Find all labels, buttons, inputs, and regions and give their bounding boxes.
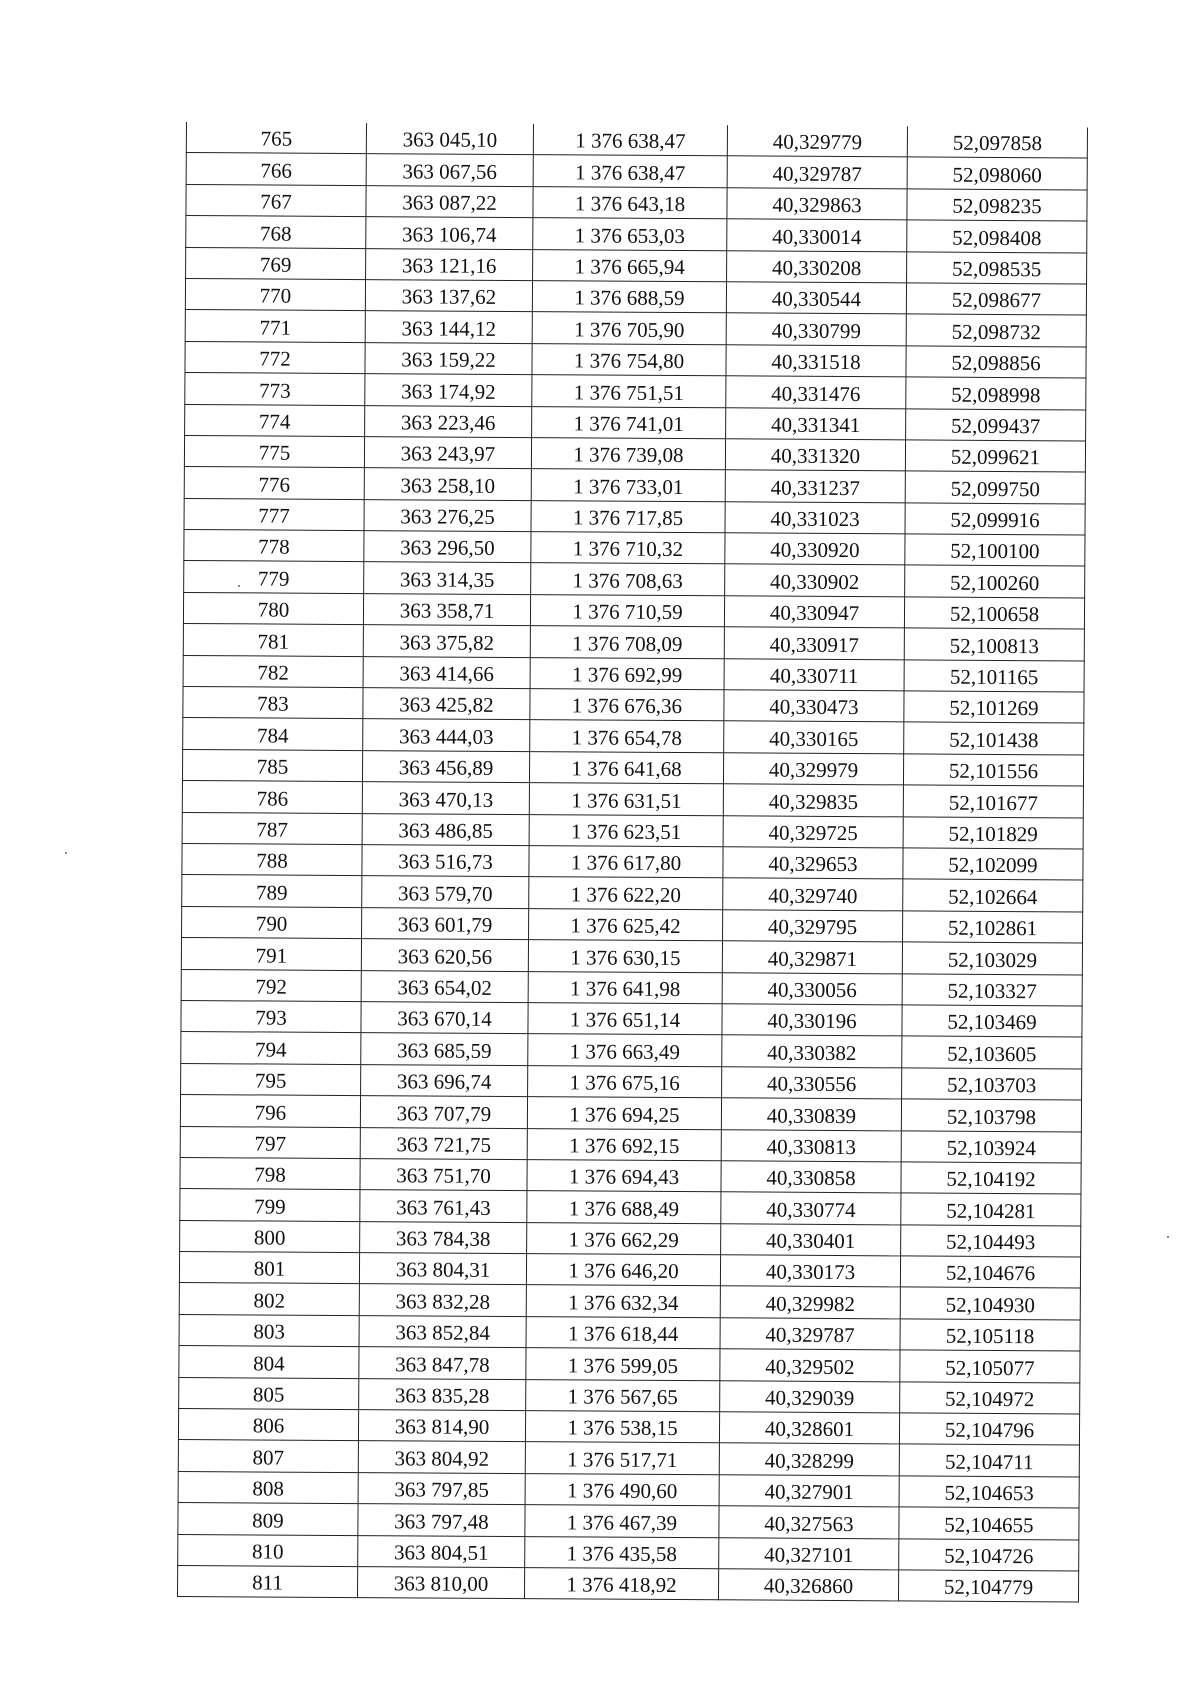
latitude-cell: 52,098535 xyxy=(907,251,1087,283)
longitude-cell: 40,331341 xyxy=(726,407,906,439)
point-number-cell: 778 xyxy=(184,530,364,562)
longitude-cell: 40,330947 xyxy=(724,596,904,628)
x-coordinate-cell: 363 444,03 xyxy=(363,719,530,751)
y-coordinate-cell: 1 376 676,36 xyxy=(530,689,724,722)
x-coordinate-cell: 363 258,10 xyxy=(364,468,531,500)
y-coordinate-cell: 1 376 710,59 xyxy=(530,594,724,627)
latitude-cell: 52,099750 xyxy=(905,471,1085,503)
latitude-cell: 52,104796 xyxy=(899,1413,1079,1445)
latitude-cell: 52,098677 xyxy=(906,283,1086,315)
y-coordinate-cell: 1 376 623,51 xyxy=(529,814,723,847)
latitude-cell: 52,103327 xyxy=(902,973,1082,1005)
latitude-cell: 52,104779 xyxy=(898,1570,1078,1602)
y-coordinate-cell: 1 376 662,29 xyxy=(527,1222,721,1255)
y-coordinate-cell: 1 376 708,63 xyxy=(531,563,725,596)
latitude-cell: 52,099916 xyxy=(905,503,1085,535)
point-number-cell: 782 xyxy=(183,655,363,687)
point-number-cell: 785 xyxy=(182,749,362,781)
latitude-cell: 52,102861 xyxy=(903,911,1083,943)
latitude-cell: 52,104676 xyxy=(900,1256,1080,1288)
point-number-cell: 798 xyxy=(180,1157,360,1189)
point-number-cell: 806 xyxy=(178,1408,358,1440)
point-number-cell: 799 xyxy=(180,1189,360,1221)
latitude-cell: 52,101438 xyxy=(904,722,1084,754)
point-number-cell: 765 xyxy=(186,122,366,154)
point-number-cell: 808 xyxy=(178,1471,358,1503)
point-number-cell: 769 xyxy=(186,247,366,279)
point-number-cell: 772 xyxy=(185,341,365,373)
latitude-cell: 52,101556 xyxy=(903,754,1083,786)
y-coordinate-cell: 1 376 490,60 xyxy=(525,1473,719,1506)
longitude-cell: 40,329725 xyxy=(723,815,903,847)
point-number-cell: 794 xyxy=(181,1032,361,1064)
point-number-cell: 801 xyxy=(179,1252,359,1284)
y-coordinate-cell: 1 376 675,16 xyxy=(528,1065,722,1098)
latitude-cell: 52,104655 xyxy=(899,1507,1079,1539)
x-coordinate-cell: 363 847,78 xyxy=(359,1347,526,1379)
latitude-cell: 52,104726 xyxy=(899,1538,1079,1570)
point-number-cell: 784 xyxy=(183,718,363,750)
point-number-cell: 788 xyxy=(182,843,362,875)
x-coordinate-cell: 363 721,75 xyxy=(360,1127,527,1159)
longitude-cell: 40,330382 xyxy=(722,1035,902,1067)
y-coordinate-cell: 1 376 641,68 xyxy=(529,751,723,784)
longitude-cell: 40,330196 xyxy=(722,1004,902,1036)
latitude-cell: 52,105118 xyxy=(900,1319,1080,1351)
x-coordinate-cell: 363 797,48 xyxy=(358,1504,525,1536)
y-coordinate-cell: 1 376 692,15 xyxy=(527,1128,721,1161)
point-number-cell: 811 xyxy=(177,1565,357,1597)
x-coordinate-cell: 363 835,28 xyxy=(359,1378,526,1410)
point-number-cell: 793 xyxy=(181,1000,361,1032)
point-number-cell: 768 xyxy=(186,216,366,248)
x-coordinate-cell: 363 670,14 xyxy=(361,1002,528,1034)
latitude-cell: 52,104653 xyxy=(899,1476,1079,1508)
y-coordinate-cell: 1 376 643,18 xyxy=(533,186,727,219)
x-coordinate-cell: 363 425,82 xyxy=(363,688,530,720)
point-number-cell: 777 xyxy=(184,498,364,530)
longitude-cell: 40,330839 xyxy=(721,1098,901,1130)
point-number-cell: 809 xyxy=(178,1503,358,1535)
latitude-cell: 52,104711 xyxy=(899,1444,1079,1476)
point-number-cell: 810 xyxy=(178,1534,358,1566)
point-number-cell: 796 xyxy=(180,1095,360,1127)
longitude-cell: 40,330165 xyxy=(724,721,904,753)
x-coordinate-cell: 363 579,70 xyxy=(362,876,529,908)
latitude-cell: 52,100260 xyxy=(905,565,1085,597)
x-coordinate-cell: 363 486,85 xyxy=(362,813,529,845)
point-number-cell: 781 xyxy=(183,624,363,656)
latitude-cell: 52,100658 xyxy=(904,597,1084,629)
y-coordinate-cell: 1 376 651,14 xyxy=(528,1003,722,1036)
point-number-cell: 790 xyxy=(182,906,362,938)
latitude-cell: 52,098732 xyxy=(906,314,1086,346)
y-coordinate-cell: 1 376 638,47 xyxy=(533,155,727,188)
latitude-cell: 52,099621 xyxy=(905,440,1085,472)
x-coordinate-cell: 363 784,38 xyxy=(360,1221,527,1253)
y-coordinate-cell: 1 376 641,98 xyxy=(528,971,722,1004)
longitude-cell: 40,329740 xyxy=(723,878,903,910)
point-number-cell: 779 xyxy=(184,561,364,593)
latitude-cell: 52,098060 xyxy=(907,157,1087,189)
x-coordinate-cell: 363 358,71 xyxy=(363,593,530,625)
longitude-cell: 40,330813 xyxy=(721,1129,901,1161)
y-coordinate-cell: 1 376 688,59 xyxy=(532,281,726,314)
longitude-cell: 40,328601 xyxy=(719,1412,899,1444)
x-coordinate-cell: 363 685,59 xyxy=(361,1033,528,1065)
longitude-cell: 40,329787 xyxy=(720,1318,900,1350)
point-number-cell: 803 xyxy=(179,1314,359,1346)
point-number-cell: 776 xyxy=(184,467,364,499)
x-coordinate-cell: 363 314,35 xyxy=(364,562,531,594)
x-coordinate-cell: 363 814,90 xyxy=(358,1410,525,1442)
x-coordinate-cell: 363 852,84 xyxy=(359,1315,526,1347)
x-coordinate-cell: 363 707,79 xyxy=(360,1096,527,1128)
latitude-cell: 52,098856 xyxy=(906,346,1086,378)
x-coordinate-cell: 363 601,79 xyxy=(362,907,529,939)
y-coordinate-cell: 1 376 599,05 xyxy=(526,1348,720,1381)
x-coordinate-cell: 363 243,97 xyxy=(364,437,531,469)
latitude-cell: 52,102664 xyxy=(903,879,1083,911)
y-coordinate-cell: 1 376 631,51 xyxy=(529,783,723,816)
latitude-cell: 52,101269 xyxy=(904,691,1084,723)
scan-speck xyxy=(1167,1236,1169,1238)
x-coordinate-cell: 363 137,62 xyxy=(365,280,532,312)
y-coordinate-cell: 1 376 418,92 xyxy=(524,1568,718,1601)
latitude-cell: 52,097858 xyxy=(907,126,1087,158)
table-row xyxy=(177,1565,1078,1602)
y-coordinate-cell: 1 376 617,80 xyxy=(529,846,723,879)
latitude-cell: 52,104972 xyxy=(900,1382,1080,1414)
x-coordinate-cell: 363 276,25 xyxy=(364,499,531,531)
y-coordinate-cell: 1 376 694,43 xyxy=(527,1159,721,1192)
latitude-cell: 52,104493 xyxy=(901,1225,1081,1257)
coordinates-table xyxy=(177,122,1088,1603)
x-coordinate-cell: 363 121,16 xyxy=(366,248,533,280)
point-number-cell: 800 xyxy=(180,1220,360,1252)
latitude-cell: 52,098408 xyxy=(907,220,1087,252)
longitude-cell: 40,331476 xyxy=(726,376,906,408)
x-coordinate-cell: 363 375,82 xyxy=(363,625,530,657)
longitude-cell: 40,329982 xyxy=(720,1286,900,1318)
longitude-cell: 40,329502 xyxy=(720,1349,900,1381)
y-coordinate-cell: 1 376 710,32 xyxy=(531,532,725,565)
longitude-cell: 40,330774 xyxy=(721,1192,901,1224)
longitude-cell: 40,330920 xyxy=(725,533,905,565)
point-number-cell: 786 xyxy=(182,781,362,813)
latitude-cell: 52,103703 xyxy=(902,1068,1082,1100)
point-number-cell: 775 xyxy=(184,435,364,467)
x-coordinate-cell: 363 106,74 xyxy=(366,217,533,249)
x-coordinate-cell: 363 456,89 xyxy=(362,750,529,782)
point-number-cell: 771 xyxy=(185,310,365,342)
longitude-cell: 40,330902 xyxy=(725,564,905,596)
y-coordinate-cell: 1 376 646,20 xyxy=(526,1254,720,1287)
y-coordinate-cell: 1 376 622,20 xyxy=(529,877,723,910)
x-coordinate-cell: 363 516,73 xyxy=(362,845,529,877)
latitude-cell: 52,100813 xyxy=(904,628,1084,660)
x-coordinate-cell: 363 087,22 xyxy=(366,185,533,217)
latitude-cell: 52,098998 xyxy=(906,377,1086,409)
point-number-cell: 773 xyxy=(185,373,365,405)
longitude-cell: 40,330858 xyxy=(721,1161,901,1193)
y-coordinate-cell: 1 376 632,34 xyxy=(526,1285,720,1318)
longitude-cell: 40,330056 xyxy=(722,972,902,1004)
longitude-cell: 40,327563 xyxy=(719,1506,899,1538)
y-coordinate-cell: 1 376 663,49 xyxy=(528,1034,722,1067)
y-coordinate-cell: 1 376 754,80 xyxy=(532,343,726,376)
y-coordinate-cell: 1 376 694,25 xyxy=(527,1097,721,1130)
longitude-cell: 40,329779 xyxy=(727,125,907,157)
y-coordinate-cell: 1 376 688,49 xyxy=(527,1191,721,1224)
y-coordinate-cell: 1 376 739,08 xyxy=(531,438,725,471)
longitude-cell: 40,329787 xyxy=(727,156,907,188)
longitude-cell: 40,327901 xyxy=(719,1475,899,1507)
x-coordinate-cell: 363 620,56 xyxy=(361,939,528,971)
longitude-cell: 40,331320 xyxy=(725,439,905,471)
latitude-cell: 52,101677 xyxy=(903,785,1083,817)
longitude-cell: 40,330711 xyxy=(724,658,904,690)
x-coordinate-cell: 363 751,70 xyxy=(360,1158,527,1190)
longitude-cell: 40,331023 xyxy=(725,501,905,533)
y-coordinate-cell: 1 376 625,42 xyxy=(529,908,723,941)
point-number-cell: 780 xyxy=(183,592,363,624)
longitude-cell: 40,330556 xyxy=(722,1067,902,1099)
x-coordinate-cell: 363 174,92 xyxy=(365,374,532,406)
longitude-cell: 40,330208 xyxy=(727,250,907,282)
y-coordinate-cell: 1 376 751,51 xyxy=(532,375,726,408)
latitude-cell: 52,103605 xyxy=(902,1036,1082,1068)
longitude-cell: 40,326860 xyxy=(718,1569,898,1601)
y-coordinate-cell: 1 376 708,09 xyxy=(530,626,724,659)
x-coordinate-cell: 363 296,50 xyxy=(364,531,531,563)
x-coordinate-cell: 363 470,13 xyxy=(362,782,529,814)
x-coordinate-cell: 363 067,56 xyxy=(366,154,533,186)
y-coordinate-cell: 1 376 692,99 xyxy=(530,657,724,690)
x-coordinate-cell: 363 832,28 xyxy=(359,1284,526,1316)
x-coordinate-cell: 363 761,43 xyxy=(360,1190,527,1222)
y-coordinate-cell: 1 376 653,03 xyxy=(533,218,727,251)
x-coordinate-cell: 363 797,85 xyxy=(358,1472,525,1504)
point-number-cell: 770 xyxy=(185,278,365,310)
longitude-cell: 40,330799 xyxy=(726,313,906,345)
longitude-cell: 40,328299 xyxy=(719,1443,899,1475)
y-coordinate-cell: 1 376 654,78 xyxy=(530,720,724,753)
latitude-cell: 52,098235 xyxy=(907,189,1087,221)
point-number-cell: 774 xyxy=(185,404,365,436)
latitude-cell: 52,104192 xyxy=(901,1162,1081,1194)
longitude-cell: 40,330173 xyxy=(720,1255,900,1287)
longitude-cell: 40,329039 xyxy=(720,1380,900,1412)
latitude-cell: 52,103924 xyxy=(901,1130,1081,1162)
longitude-cell: 40,330917 xyxy=(724,627,904,659)
longitude-cell: 40,329863 xyxy=(727,188,907,220)
longitude-cell: 40,330401 xyxy=(721,1223,901,1255)
latitude-cell: 52,101829 xyxy=(903,816,1083,848)
x-coordinate-cell: 363 045,10 xyxy=(366,123,533,155)
longitude-cell: 40,329795 xyxy=(723,910,903,942)
longitude-cell: 40,329979 xyxy=(723,753,903,785)
point-number-cell: 787 xyxy=(182,812,362,844)
point-number-cell: 805 xyxy=(179,1377,359,1409)
y-coordinate-cell: 1 376 467,39 xyxy=(525,1505,719,1538)
y-coordinate-cell: 1 376 741,01 xyxy=(532,406,726,439)
point-number-cell: 792 xyxy=(181,969,361,1001)
latitude-cell: 52,100100 xyxy=(905,534,1085,566)
y-coordinate-cell: 1 376 538,15 xyxy=(525,1411,719,1444)
x-coordinate-cell: 363 144,12 xyxy=(365,311,532,343)
y-coordinate-cell: 1 376 567,65 xyxy=(526,1379,720,1412)
point-number-cell: 767 xyxy=(186,184,366,216)
longitude-cell: 40,329653 xyxy=(723,847,903,879)
point-number-cell: 789 xyxy=(182,875,362,907)
y-coordinate-cell: 1 376 517,71 xyxy=(525,1442,719,1475)
y-coordinate-cell: 1 376 665,94 xyxy=(533,249,727,282)
y-coordinate-cell: 1 376 638,47 xyxy=(533,124,727,156)
x-coordinate-cell: 363 223,46 xyxy=(365,405,532,437)
longitude-cell: 40,330014 xyxy=(727,219,907,251)
latitude-cell: 52,105077 xyxy=(900,1350,1080,1382)
scan-speck xyxy=(238,585,240,587)
x-coordinate-cell: 363 804,51 xyxy=(358,1535,525,1567)
longitude-cell: 40,330544 xyxy=(726,282,906,314)
point-number-cell: 766 xyxy=(186,153,366,185)
y-coordinate-cell: 1 376 618,44 xyxy=(526,1316,720,1349)
x-coordinate-cell: 363 654,02 xyxy=(361,970,528,1002)
y-coordinate-cell: 1 376 705,90 xyxy=(532,312,726,345)
point-number-cell: 783 xyxy=(183,687,363,719)
latitude-cell: 52,104930 xyxy=(900,1287,1080,1319)
x-coordinate-cell: 363 804,92 xyxy=(358,1441,525,1473)
point-number-cell: 807 xyxy=(178,1440,358,1472)
longitude-cell: 40,331237 xyxy=(725,470,905,502)
y-coordinate-cell: 1 376 435,58 xyxy=(525,1536,719,1569)
latitude-cell: 52,102099 xyxy=(903,848,1083,880)
latitude-cell: 52,101165 xyxy=(904,660,1084,692)
point-number-cell: 791 xyxy=(181,938,361,970)
point-number-cell: 802 xyxy=(179,1283,359,1315)
x-coordinate-cell: 363 696,74 xyxy=(361,1064,528,1096)
y-coordinate-cell: 1 376 630,15 xyxy=(528,940,722,973)
scan-speck xyxy=(65,852,67,854)
latitude-cell: 52,099437 xyxy=(906,408,1086,440)
longitude-cell: 40,329835 xyxy=(723,784,903,816)
point-number-cell: 795 xyxy=(181,1063,361,1095)
longitude-cell: 40,331518 xyxy=(726,345,906,377)
point-number-cell: 797 xyxy=(180,1126,360,1158)
x-coordinate-cell: 363 804,31 xyxy=(359,1253,526,1285)
x-coordinate-cell: 363 810,00 xyxy=(357,1567,524,1599)
x-coordinate-cell: 363 159,22 xyxy=(365,342,532,374)
table-body xyxy=(177,122,1087,1602)
latitude-cell: 52,103469 xyxy=(902,1005,1082,1037)
point-number-cell: 804 xyxy=(179,1346,359,1378)
longitude-cell: 40,330473 xyxy=(724,690,904,722)
longitude-cell: 40,327101 xyxy=(719,1537,899,1569)
x-coordinate-cell: 363 414,66 xyxy=(363,656,530,688)
y-coordinate-cell: 1 376 733,01 xyxy=(531,469,725,502)
y-coordinate-cell: 1 376 717,85 xyxy=(531,500,725,533)
latitude-cell: 52,104281 xyxy=(901,1193,1081,1225)
latitude-cell: 52,103029 xyxy=(902,942,1082,974)
latitude-cell: 52,103798 xyxy=(901,1099,1081,1131)
longitude-cell: 40,329871 xyxy=(722,941,902,973)
